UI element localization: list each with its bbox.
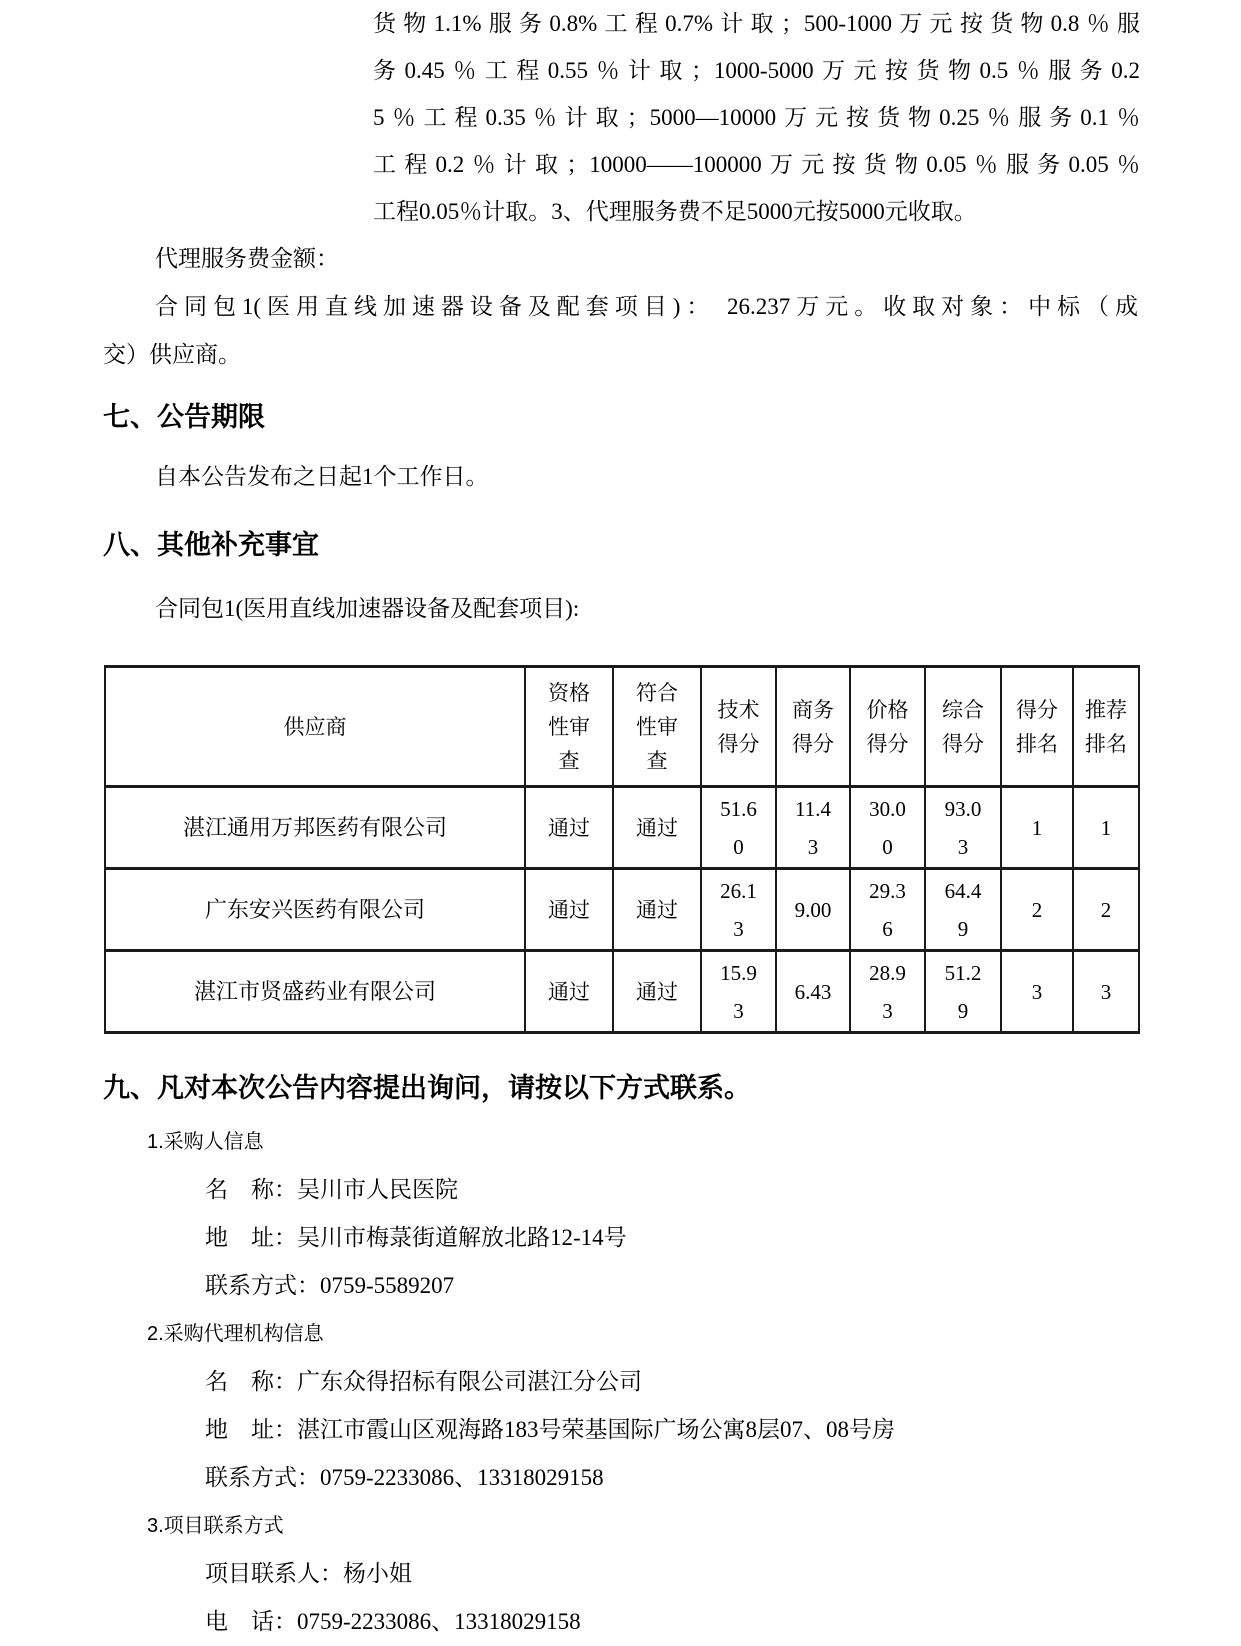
purchaser-address-line — [205, 1214, 1241, 1262]
agency-contact-value: 0759-2233086、13318029158 — [320, 1465, 604, 1490]
project-contact-heading: 3.项目联系方式 — [147, 1515, 284, 1537]
cell-qualification: 通过 — [525, 787, 613, 869]
cell-price-score: 29.36 — [850, 869, 925, 951]
purchaser-contact-line — [205, 1262, 1241, 1310]
section-8-heading: 八、其他补充事宜 — [103, 530, 319, 560]
purchaser-contact-label: 联系方式： — [205, 1273, 320, 1298]
cell-business-score: 9.00 — [776, 869, 850, 951]
fee-schedule-line: 货物1.1%服务0.8%工程0.7%计取；500-1000万元按货物0.8％服 — [373, 11, 1140, 36]
cell-score-rank: 2 — [1001, 869, 1073, 951]
header-cell-technical-score: 技术得分 — [701, 667, 776, 787]
project-phone-value: 0759-2233086、13318029158 — [297, 1609, 581, 1634]
agency-fee-paragraph — [103, 283, 1138, 379]
agency-contact-label: 联系方式： — [205, 1465, 320, 1490]
agency-info-heading: 2.采购代理机构信息 — [147, 1323, 324, 1345]
purchaser-contact-value: 0759-5589207 — [320, 1273, 455, 1298]
cell-recommend-rank: 3 — [1073, 951, 1139, 1033]
header-cell-conformity-review: 符合性审查 — [613, 667, 701, 787]
purchaser-address-value: 吴川市梅菉街道解放北路12-14号 — [297, 1225, 627, 1250]
cell-conformity: 通过 — [613, 787, 701, 869]
cell-comprehensive-score: 64.49 — [925, 869, 1001, 951]
header-cell-score-rank: 得分排名 — [1001, 667, 1073, 787]
cell-qualification: 通过 — [525, 869, 613, 951]
agency-fee-line: 合同包1(医用直线加速器设备及配套项目)： 26.237万元。收取对象：中标（成 — [155, 294, 1138, 319]
agency-address-label: 地 址： — [205, 1417, 297, 1442]
cell-price-score: 28.93 — [850, 951, 925, 1033]
project-person-line — [205, 1550, 1241, 1598]
table-row — [105, 787, 1139, 869]
cell-business-score: 11.43 — [776, 787, 850, 869]
table-row — [105, 869, 1139, 951]
purchaser-address-label: 地 址： — [205, 1225, 297, 1250]
section-7-heading: 七、公告期限 — [103, 402, 265, 432]
fee-schedule-line: 工程0.2％计取；10000——100000万元按货物0.05％服务0.05％ — [373, 152, 1140, 177]
evaluation-table — [104, 665, 1140, 1034]
cell-qualification: 通过 — [525, 951, 613, 1033]
header-cell-comprehensive-score: 综合得分 — [925, 667, 1001, 787]
cell-supplier: 广东安兴医药有限公司 — [105, 869, 525, 951]
purchaser-name-label: 名 称： — [205, 1177, 297, 1202]
cell-comprehensive-score: 51.29 — [925, 951, 1001, 1033]
agency-address-value: 湛江市霞山区观海路183号荣基国际广场公寓8层07、08号房 — [297, 1417, 895, 1442]
cell-supplier: 湛江通用万邦医药有限公司 — [105, 787, 525, 869]
purchaser-name-value: 吴川市人民医院 — [297, 1177, 458, 1202]
fee-schedule-paragraph — [373, 0, 1140, 235]
header-cell-recommend-rank: 推荐排名 — [1073, 667, 1139, 787]
project-phone-line — [205, 1598, 1241, 1646]
agency-fee-line: 交）供应商。 — [103, 342, 241, 367]
header-cell-business-score: 商务得分 — [776, 667, 850, 787]
project-person-value: 杨小姐 — [343, 1561, 412, 1586]
table-row — [105, 951, 1139, 1033]
section-7-body: 自本公告发布之日起1个工作日。 — [155, 464, 489, 489]
cell-recommend-rank: 2 — [1073, 869, 1139, 951]
header-cell-supplier: 供应商 — [105, 667, 525, 787]
agency-address-line — [205, 1406, 1241, 1454]
agency-name-line — [205, 1358, 1241, 1406]
purchaser-name-line — [205, 1166, 1241, 1214]
cell-technical-score: 26.13 — [701, 869, 776, 951]
project-phone-label: 电 话： — [205, 1609, 297, 1634]
agency-name-label: 名 称： — [205, 1369, 297, 1394]
agency-fee-amount-label: 代理服务费金额： — [155, 246, 339, 271]
cell-score-rank: 3 — [1001, 951, 1073, 1033]
cell-technical-score: 51.60 — [701, 787, 776, 869]
section-9-heading: 九、凡对本次公告内容提出询问，请按以下方式联系。 — [103, 1073, 751, 1103]
agency-name-value: 广东众得招标有限公司湛江分公司 — [297, 1369, 642, 1394]
cell-supplier: 湛江市贤盛药业有限公司 — [105, 951, 525, 1033]
table-header-row — [105, 667, 1139, 787]
project-person-label: 项目联系人： — [205, 1561, 343, 1586]
fee-schedule-line: 务0.45％工程0.55％计取；1000-5000万元按货物0.5％服务0.2 — [373, 58, 1140, 83]
section-8-package-label: 合同包1(医用直线加速器设备及配套项目): — [155, 596, 580, 621]
cell-business-score: 6.43 — [776, 951, 850, 1033]
agency-contact-line — [205, 1454, 1241, 1502]
cell-technical-score: 15.93 — [701, 951, 776, 1033]
cell-comprehensive-score: 93.03 — [925, 787, 1001, 869]
cell-price-score: 30.00 — [850, 787, 925, 869]
cell-conformity: 通过 — [613, 869, 701, 951]
header-cell-qualification-review: 资格性审查 — [525, 667, 613, 787]
cell-score-rank: 1 — [1001, 787, 1073, 869]
fee-schedule-line: 工程0.05％计取。3、代理服务费不足5000元按5000元收取。 — [373, 199, 977, 224]
cell-recommend-rank: 1 — [1073, 787, 1139, 869]
fee-schedule-line: 5％工程0.35％计取；5000—10000万元按货物0.25％服务0.1％ — [373, 105, 1140, 130]
cell-conformity: 通过 — [613, 951, 701, 1033]
header-cell-price-score: 价格得分 — [850, 667, 925, 787]
purchaser-info-heading: 1.采购人信息 — [147, 1131, 264, 1153]
